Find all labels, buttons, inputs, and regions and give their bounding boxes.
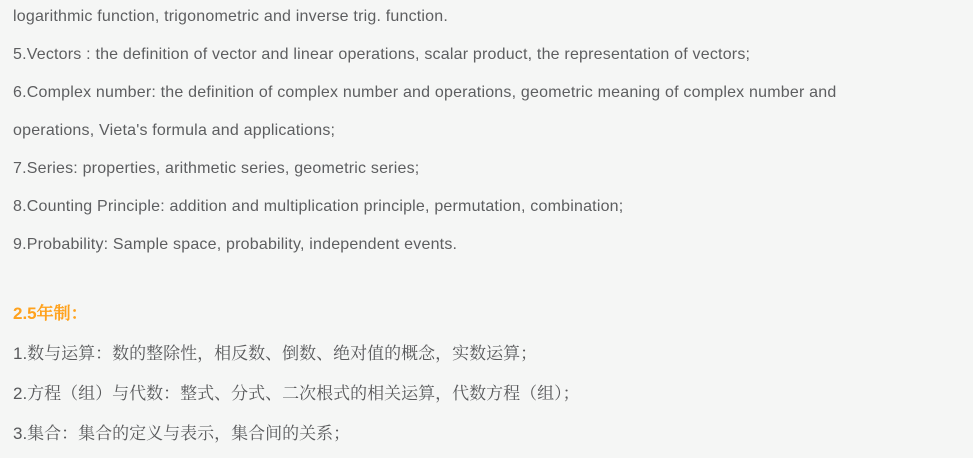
text-line: 7.Series: properties, arithmetic series, geometric series; — [13, 160, 420, 177]
text-line: 3.集合：集合的定义与表示，集合间的关系； — [13, 424, 351, 443]
text-line: 1.数与运算：数的整除性，相反数、倒数、绝对值的概念，实数运算； — [13, 344, 538, 363]
section-heading-2-5-year-program: 2.5年制： — [13, 304, 88, 323]
text-line: 9.Probability: Sample space, probability, independent events. — [13, 236, 458, 253]
text-line: 8.Counting Principle: addition and multiplication principle, permutation, combination; — [13, 198, 624, 215]
text-line: operations, Vieta's formula and applications; — [13, 122, 336, 139]
text-line: logarithmic function, trigonometric and inverse trig. function. — [13, 8, 449, 25]
text-line: 5.Vectors : the definition of vector and linear operations, scalar product, the representation of vectors; — [13, 46, 751, 63]
text-line: 6.Complex number: the definition of complex number and operations, geometric meaning of complex number and — [13, 84, 837, 101]
text-line: 2.方程（组）与代数：整式、分式、二次根式的相关运算，代数方程（组）； — [13, 384, 580, 403]
